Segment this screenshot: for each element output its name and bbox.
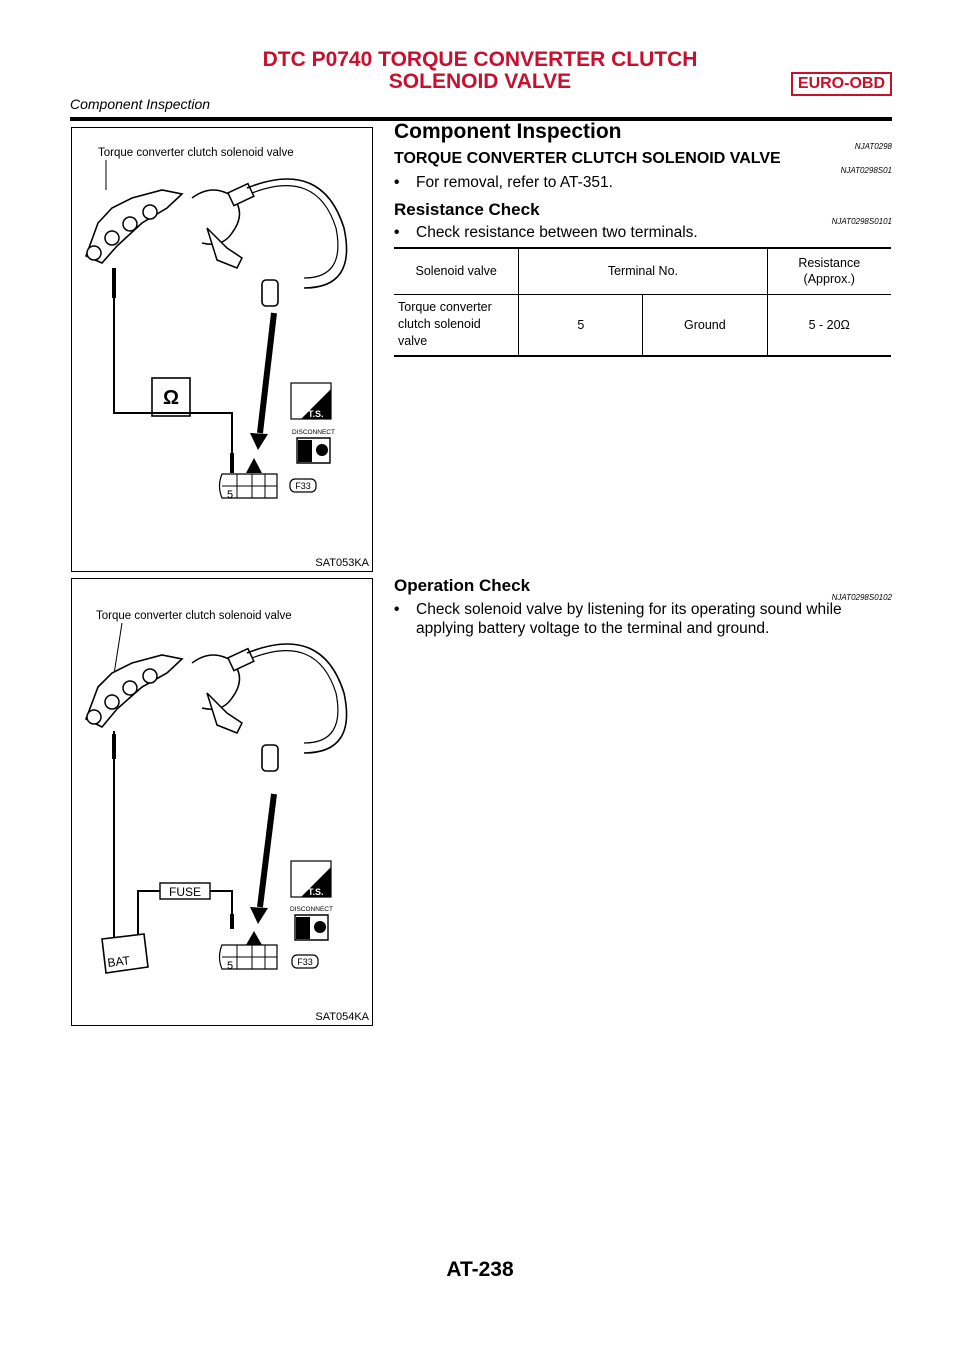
fig2-valve-label: Torque converter clutch solenoid valve bbox=[96, 610, 292, 622]
cell-terminal: 5 bbox=[519, 294, 643, 356]
fig1-disconnect-label: DISCONNECT bbox=[292, 429, 335, 436]
ohm-meter-icon: Ω bbox=[162, 387, 180, 409]
fig1-valve-label: Torque converter clutch solenoid valve bbox=[98, 147, 294, 159]
resistance-check-ref: NJAT0298S0101 bbox=[831, 217, 892, 226]
figure-operation-check bbox=[71, 578, 373, 1026]
header-title-line1: DTC P0740 TORQUE CONVERTER CLUTCH bbox=[262, 48, 698, 71]
fig2-code: SAT054KA bbox=[315, 1011, 369, 1023]
figure-resistance-check bbox=[71, 127, 373, 572]
col-resistance-line2: (Approx.) bbox=[803, 272, 855, 287]
operation-check-title: Operation Check bbox=[394, 576, 531, 595]
col-solenoid-valve: Solenoid valve bbox=[415, 264, 497, 279]
component-inspection-heading bbox=[394, 120, 892, 151]
operation-bullet-line1: Check solenoid valve by listening for its operating sound while bbox=[416, 601, 842, 618]
table-row bbox=[394, 294, 891, 356]
cell-solenoid-line3: valve bbox=[398, 334, 428, 349]
cell-resistance: 5 - 20Ω bbox=[767, 294, 891, 356]
cell-solenoid-line2: clutch solenoid bbox=[398, 317, 481, 332]
fig1-connector-id: F33 bbox=[295, 481, 311, 491]
fig1-terminal-number: 5 bbox=[227, 489, 234, 501]
operation-bullet: • Check solenoid valve by listening for its operating sound while applying battery voltage to the terminal and ground. bbox=[394, 600, 894, 638]
operation-check-ref: NJAT0298S0102 bbox=[831, 593, 892, 602]
fig2-terminal-number: 5 bbox=[227, 960, 234, 972]
removal-bullet: • For removal, refer to AT-351. bbox=[394, 174, 613, 191]
fig1-ts-icon: T.S. bbox=[308, 409, 324, 419]
fig2-connector-id: F33 bbox=[297, 957, 313, 967]
solenoid-valve-ref: NJAT0298S01 bbox=[840, 166, 892, 175]
fuse-label: FUSE bbox=[168, 885, 202, 899]
cell-solenoid bbox=[394, 294, 519, 356]
col-terminal-no: Terminal No. bbox=[519, 248, 767, 294]
resistance-check-title: Resistance Check bbox=[394, 200, 540, 219]
solenoid-valve-title: TORQUE CONVERTER CLUTCH SOLENOID VALVE bbox=[394, 150, 781, 167]
resistance-check-heading bbox=[394, 200, 892, 226]
fig2-disconnect-label: DISCONNECT bbox=[290, 906, 333, 913]
cell-solenoid-line1: Torque converter bbox=[398, 300, 492, 315]
operation-check-diagram bbox=[72, 579, 372, 1025]
col-resistance bbox=[767, 248, 891, 294]
euro-obd-badge: EURO-OBD bbox=[791, 72, 892, 96]
resistance-bullet-text: Check resistance between two terminals. bbox=[416, 224, 698, 241]
resistance-bullet: • Check resistance between two terminals. bbox=[394, 224, 698, 241]
header-subtitle: Component Inspection bbox=[70, 96, 211, 112]
component-inspection-ref: NJAT0298 bbox=[854, 142, 892, 151]
removal-bullet-text: For removal, refer to AT-351. bbox=[416, 174, 613, 191]
resistance-table bbox=[394, 247, 891, 357]
fig2-ts-icon: T.S. bbox=[308, 887, 324, 897]
operation-bullet-line2: applying battery voltage to the terminal and ground. bbox=[416, 620, 770, 637]
operation-check-heading bbox=[394, 576, 892, 602]
header-title-line2: SOLENOID VALVE bbox=[388, 70, 572, 93]
battery-label: BAT bbox=[106, 953, 131, 970]
solenoid-valve-heading bbox=[394, 150, 892, 175]
fig1-code: SAT053KA bbox=[315, 557, 369, 569]
page-number: AT-238 bbox=[446, 1258, 514, 1281]
resistance-check-diagram bbox=[72, 128, 372, 571]
component-inspection-title: Component Inspection bbox=[394, 120, 622, 143]
cell-ground: Ground bbox=[643, 294, 767, 356]
col-resistance-line1: Resistance bbox=[798, 256, 861, 271]
